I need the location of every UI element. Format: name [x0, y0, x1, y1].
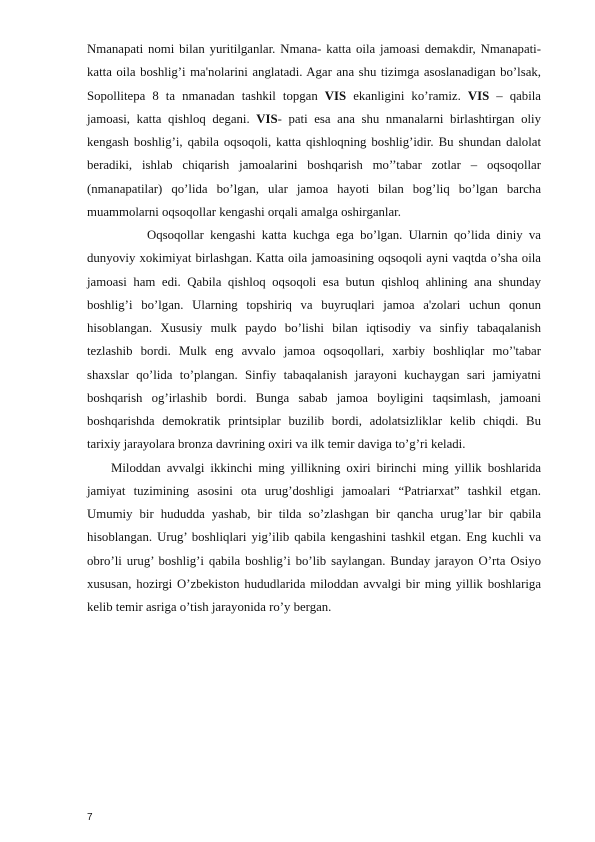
paragraph-1 [87, 38, 541, 224]
paragraph-2 [87, 224, 541, 457]
bold-term-vis: VIS [324, 88, 347, 103]
text-run: - pati esa ana shu nmanalarni birlashtirgan oliy kengash boshlig’i, qabila oqsoqoli, katta qishloqning boshlig’idir. Bu shundan dalolat beradiki, ishlab chiqarish jamoalarini boshqarish mo’’tabar zotlar – oqsoqollar (nmanapatilar) qo’lida bo’lgan, ular jamoa hayoti bilan bog’liq bo’lgan barcha muammolarni oqsoqollar kengashi orqali amalga oshirganlar. [87, 111, 541, 219]
text-run: Nmanapati nomi bilan yuritilganlar. Nmana- katta oila jamoasi demakdir, Nmanapati- katta oila boshlig’i ma'nolarini anglatadi. Agar ana shu tizimga asoslanadigan bo’lsak, Sopollitepa 8 ta nmanadan tashkil topgan [87, 42, 541, 103]
body-text [87, 38, 541, 619]
bold-term-vis: VIS [467, 88, 490, 103]
page-number: 7 [87, 812, 93, 823]
text-run: Miloddan avvalgi ikkinchi ming yillikning oxiri birinchi ming yillik boshlarida jamiyat tuzimining asosini ota urug’doshligi jamoalari “Patriarxat” tashkil etgan. Umumiy bir hududda yashab, bir tilda so’zlashgan bir qancha urug’lar bir qabila hisoblangan. Urug’ boshliqlari yig’ilib qabila kengashini tashkil etgan. Eng kuchli va obro’li urug’ boshlig’i qabila boshlig’i bo’lib saylangan. Bunday jarayon O’rta Osiyo xususan, hozirgi O’zbekiston hududlarida miloddan avvalgi bir ming yillik boshlariga kelib temir asriga o’tish jarayonida ro’y bergan. [87, 460, 541, 614]
bold-term-vis: VIS [256, 111, 278, 126]
text-run: – qabila jamoasi, katta qishloq degani. [87, 88, 541, 126]
text-run: ekanligini ko’ramiz. [346, 88, 468, 103]
paragraph-3 [87, 457, 541, 620]
text-run: Oqsoqollar kengashi katta kuchga ega bo’lgan. Ularnin qo’lida diniy va dunyoviy xokimiyat birlashgan. Katta oila jamoasining oqsoqoli ayni vaqtda o’sha oila jamoasi ham edi. Qabila qishloq oqsoqoli esa butun qishloq ahlining ana shunday boshlig’i bo’lgan. Ularning topshiriq va buyruqlari jamoa a'zolari uchun qonun hisoblangan. Xususiy mulk paydo bo’lishi bilan iqtisodiy va sinfiy tabaqalanish tezlashib bordi. Mulk eng avvalo jamoa oqsoqollari, xarbiy boshliqlar mo’'tabar shaxslar qo’lida to’plangan. Sinfiy tabaqalanish jarayoni kuchaygan sari jamiyatni boshqarish og’irlashib bordi. Bunga sabab jamoa boyligini taqsimlash, jamoani boshqarishda demokratik printsiplar buzilib bordi, adolatsizliklar kelib chiqdi. Bu tarixiy jarayolara bronza davrining oxiri va ilk temir daviga to’g’ri keladi. [87, 228, 541, 452]
